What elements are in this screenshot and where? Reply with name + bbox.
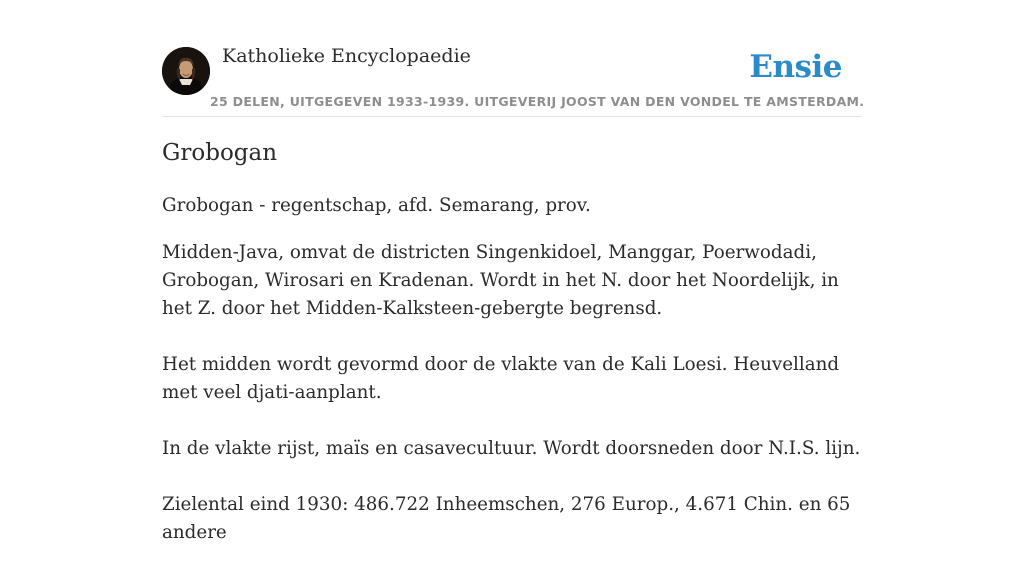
site-title[interactable]: Katholieke Encyclopaedie xyxy=(222,45,471,67)
article-paragraph: In de vlakte rijst, maïs en casavecultuur. Wordt doorsneden door N.I.S. lijn. xyxy=(162,438,861,459)
avatar[interactable] xyxy=(162,47,210,95)
article-paragraph: Het midden wordt gevormd door de vlakte van de Kali Loesi. Heuvelland met veel djati-aanplant. xyxy=(162,354,840,403)
page xyxy=(162,0,865,543)
site-subtitle: 25 DELEN, UITGEGEVEN 1933-1939. UITGEVERIJ JOOST VAN DEN VONDEL TE AMSTERDAM. xyxy=(210,94,865,109)
page-title: Grobogan xyxy=(162,140,278,166)
article-paragraph: Midden-Java, omvat de districten Singenkidoel, Manggar, Poerwodadi, Grobogan, Wirosari en Kradenan. Wordt in het N. door het Noordelijk, in het Z. door het Midden-Kalksteen-gebergte begrensd. xyxy=(162,242,839,319)
site-header xyxy=(162,0,865,117)
article-body xyxy=(162,192,867,575)
article-lead: Grobogan - regentschap, afd. Semarang, prov. xyxy=(162,195,591,216)
article-paragraph: Zielental eind 1930: 486.722 Inheemschen, 276 Europ., 4.671 Chin. en 65 andere xyxy=(162,494,851,543)
portrait-icon xyxy=(162,47,210,95)
ensie-logo-link[interactable]: Ensie xyxy=(749,49,842,85)
